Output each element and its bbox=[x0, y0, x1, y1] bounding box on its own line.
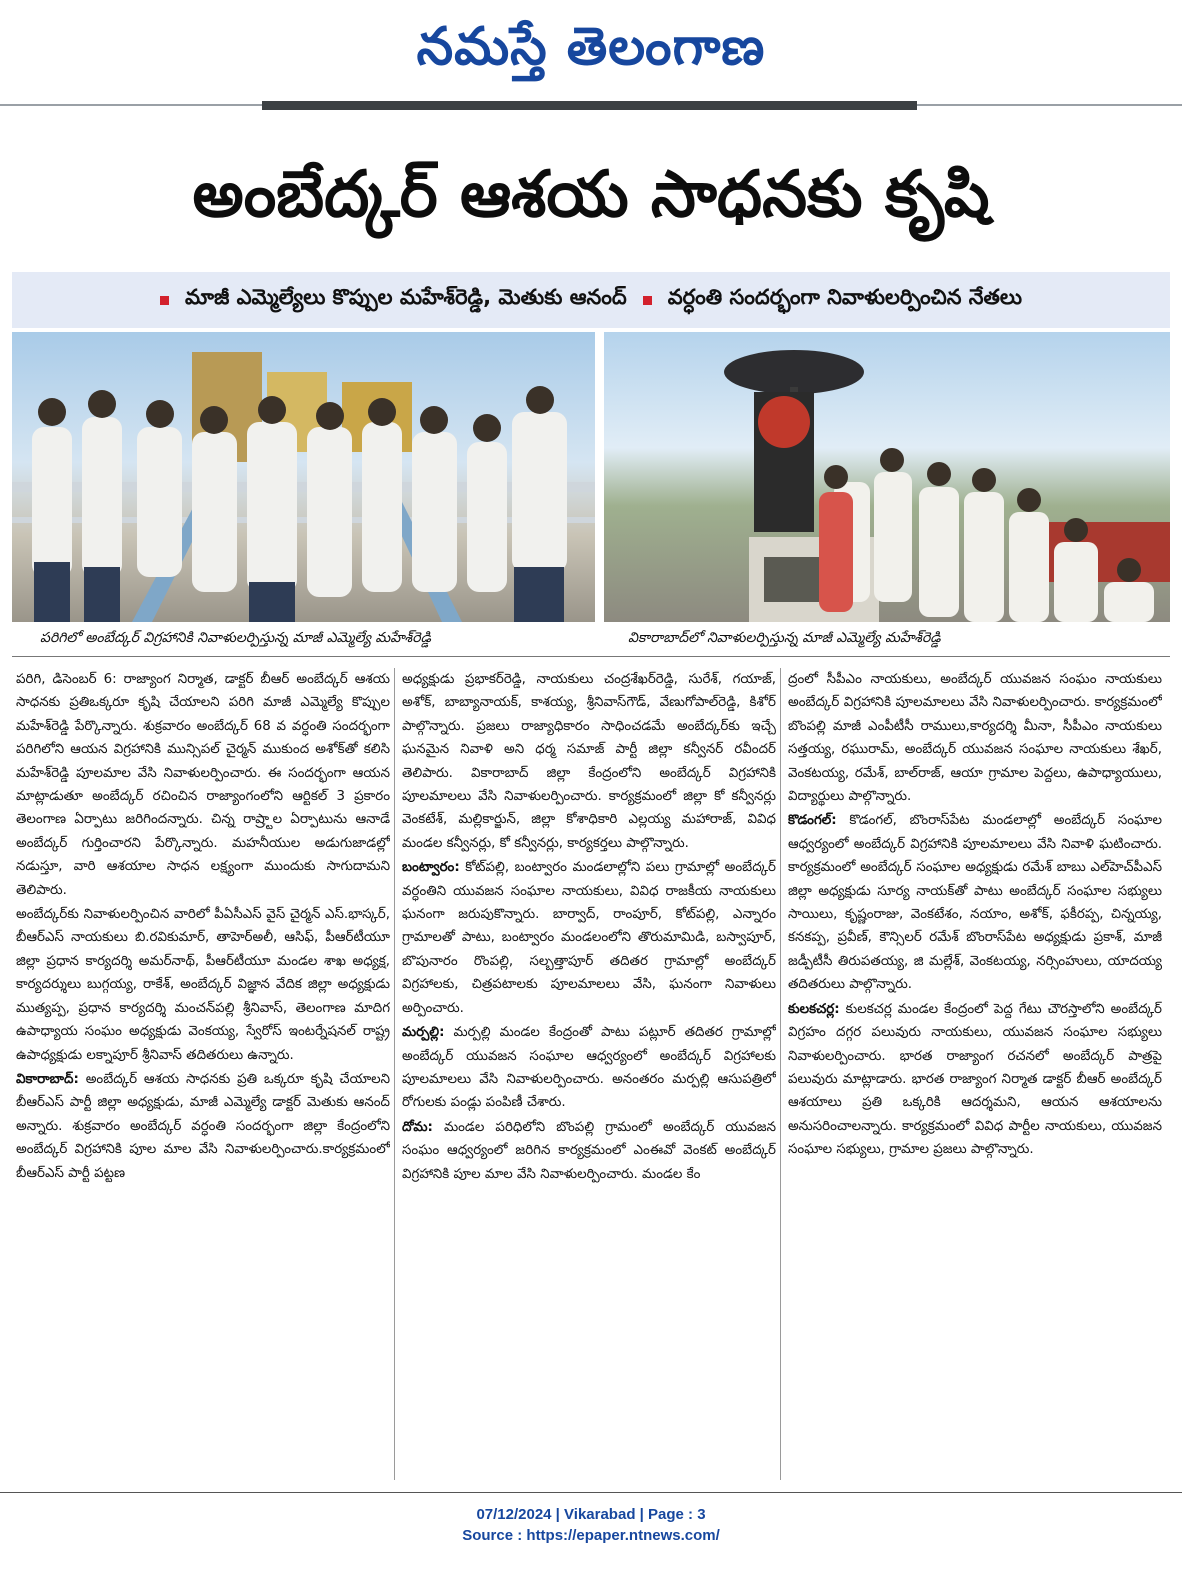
column-divider bbox=[780, 668, 781, 1480]
photo-vikarabad-tribute bbox=[604, 332, 1170, 622]
article-column-3 bbox=[788, 668, 1162, 1480]
paragraph: మర్పల్లి: మర్పల్లి మండల కేంద్రంతో పాటు పట్లూర్‌ తదితర గ్రామాల్లో అంబేద్కర్‌ యువజన సంఘాల ఆధ్వర్యంలో అంబేద్కర్‌ విగ్రహాలకు పూలమాలలు వేసి నివాళులర్పించారు. అనంతరం మర్పల్లి ఆసుపత్రిలో రోగులకు పండ్లు పంపిణీ చేశారు. bbox=[402, 1025, 776, 1111]
photo-parigi-tribute bbox=[12, 332, 595, 622]
masthead-divider-thick bbox=[262, 101, 917, 110]
red-bullet-icon bbox=[160, 296, 169, 305]
paragraph: కొడంగల్‌: కొడంగల్‌, బొంరాస్‌పేట మండలాల్లో అంబేద్కర్‌ సంఘాల ఆధ్వర్యంలో అంబేద్కర్‌ విగ్రహానికి పూలమాలలు వేసి నివాళి ఘటించారు. కార్యక్రమంలో అంబేద్కర్‌ సంఘాల అధ్యక్షుడు రమేశ్‌ బాబు ఎల్‌హెచ్‌పీఎస్‌ జిల్లా అధ్యక్షుడు సూర్య నాయక్‌తో పాటు అంబేద్కర్‌ సంఘాల సభ్యులు సాయిలు, కృష్ణంరాజు, వెంకటేశం, నయాం, అశోక్‌, ఫకీరప్ప, చిన్నయ్య, కనకప్ప, ప్రవీణ్‌, కౌన్సిలర్‌ రమేశ్‌ బొంరాస్‌పేట అధ్యక్షుడు ప్రకాశ్‌, మాజీ జడ్పీటీసీ తిరుపతయ్య, జి మల్లేశ్‌, వెంకటయ్య, నర్సింహులు, యాదయ్య తదితరులు పాల్గొన్నారు. bbox=[788, 813, 1162, 993]
paragraph: అంబేద్కర్‌కు నివాళులర్పించిన వారిలో పీఏసీఎస్‌ వైస్‌ చైర్మన్‌ ఎస్‌.భాస్కర్‌, బీఆర్‌ఎస్‌ నాయకులు బి.రవికుమార్‌, తాహెర్‌అలీ, ఆసిఫ్‌, పీఆర్‌టీయూ జిల్లా ప్రధాన కార్యదర్శి అమర్‌నాథ్‌, పీఆర్‌టీయూ మండల శాఖ అధ్యక్ష, కార్యదర్శులు బుగ్గయ్య, రాకేశ్‌, అంబేద్కర్‌ విజ్ఞాన వేదిక జిల్లా అధ్యక్షుడు ముత్యప్ప, ప్రధాన కార్యదర్శి మంచన్‌పల్లి శ్రీనివాస్‌, తెలంగాణ మాదిగ ఉపాధ్యాయ సంఘం అధ్యక్షుడు వెంకయ్య, స్వేరోస్‌ ఇంటర్నేషనల్‌ రాష్ట్ర ఉపాధ్యక్షుడు లక్నాపూర్‌ శ్రీనివాస్‌ తదితరులు ఉన్నారు. bbox=[16, 907, 390, 1063]
footer bbox=[0, 1504, 1182, 1546]
masthead bbox=[0, 0, 1182, 100]
masthead-divider bbox=[0, 100, 1182, 112]
red-bullet-icon bbox=[643, 296, 652, 305]
photo-caption-left: పరిగిలో అంబేద్కర్‌ విగ్రహానికి నివాళులర్పిస్తున్న మాజీ ఎమ్మెల్యే మహేశ్‌రెడ్డి bbox=[40, 630, 431, 646]
footer-edition-info: 07/12/2024 | Vikarabad | Page : 3 bbox=[476, 1506, 706, 1523]
newspaper-logo: నమస్తే తెలంగాణ bbox=[416, 16, 766, 77]
article-column-2 bbox=[402, 668, 776, 1480]
subheadline-2: వర్ధంతి సందర్భంగా నివాళులర్పించిన నేతలు bbox=[667, 285, 1022, 309]
paragraph: కులకచర్ల: కులకచర్ల మండల కేంద్రంలో పెద్ద గేటు చౌరస్తాలోని అంబేద్కర్‌ విగ్రహం దగ్గర పలువురు నాయకులు, యువజన సంఘాల సభ్యులు నివాళులర్పించారు. భారత రాజ్యాంగ రచనలో అంబేద్కర్‌ పాత్రపై పలువురు మాట్లాడారు. భారత రాజ్యాంగ నిర్మాత డాక్టర్‌ బీఆర్‌ అంబేద్కర్‌ ఆశయాలు ప్రతి ఒక్కరికి ఆదర్శమని, ఆయన ఆశయాలను అనుసరించాలన్నారు. కార్యక్రమంలో వివిధ పార్టీల నాయకులు, యువజన సంఘాల సభ్యులు, గ్రామాల ప్రజలు పాల్గొన్నారు. bbox=[788, 1001, 1162, 1158]
caption-divider bbox=[12, 656, 1170, 657]
paragraph: పరిగి, డిసెంబర్‌ 6: రాజ్యాంగ నిర్మాత, డాక్టర్‌ బీఆర్‌ అంబేద్కర్‌ ఆశయ సాధనకు ప్రతిఒక్కరూ కృషి చేయాలని పరిగి మాజీ ఎమ్మెల్యే కొప్పుల మహేశ్‌రెడ్డి పేర్కొన్నారు. శుక్రవారం అంబేద్కర్‌ 68 వ వర్ధంతి సందర్భంగా పరిగిలోని ఆయన విగ్రహానికి మున్సిపల్‌ చైర్మన్‌ ముకుంద అశోక్‌తో కలిసి మహేశ్‌రెడ్డి పూలమాల వేసి నివాళులర్పించారు. ఈ సందర్భంగా ఆయన మాట్లాడుతూ అంబేద్కర్‌ రచించిన రాజ్యాంగంలోని ఆర్టికల్‌ 3 ప్రకారం తెలంగాణ ఏర్పాటు జరిగిందన్నారు. చిన్న రాష్ర్టాల ఏర్పాటును ఆనాడే అంబేద్కర్‌ గుర్తించారని పేర్కొన్నారు. మహనీయుల అడుగుజాడల్లో నడుస్తూ, వారి ఆశయాల సాధన లక్ష్యంగా ముందుకు సాగుదామని తెలిపారు. bbox=[16, 672, 390, 898]
footer-divider bbox=[0, 1492, 1182, 1493]
photo-caption-right: వికారాబాద్‌లో నివాళులర్పిస్తున్న మాజీ ఎమ్మెల్యే మహేశ్‌రెడ్డి bbox=[628, 630, 941, 646]
subheadline-1: మాజీ ఎమ్మెల్యేలు కొప్పుల మహేశ్‌రెడ్డి, మెతుకు ఆనంద్‌ bbox=[184, 285, 627, 309]
article-headline: అంబేద్కర్‌ ఆశయ సాధనకు కృషి bbox=[192, 158, 990, 232]
footer-source-link[interactable]: Source : https://epaper.ntnews.com/ bbox=[462, 1527, 720, 1544]
paragraph: బంట్వారం: కోట్‌పల్లి, బంట్వారం మండలాల్లోని పలు గ్రామాల్లో అంబేద్కర్‌ వర్ధంతిని యువజన సంఘాల నాయకులు, వివిధ రాజకీయ నాయకులు ఘనంగా జరుపుకొన్నారు. బార్వాద్‌, రాంపూర్‌, కోట్‌పల్లి, ఎన్నారం గ్రామాలతో పాటు, బంట్వారం మండలంలోని తొరుమామిడి, బస్వాపూర్‌, బొపునారం రొంపల్లి, సల్బత్తాపూర్‌ తదితర గ్రామాల్లో అంబేద్కర్‌ విగ్రహాలకు, చిత్రపటాలకు పూలమాలలు వేసి, ఘనంగా నివాళులు అర్పించారు. bbox=[402, 860, 776, 1016]
paragraph: దోమ: మండల పరిధిలోని బొంపల్లి గ్రామంలో అంబేద్కర్‌ యువజన సంఘం ఆధ్వర్యంలో జరిగిన కార్యక్రమంలో ఎంఈవో వెంకట్‌ అంబేద్కర్‌ విగ్రహానికి పూల మాల వేసి నివాళులర్పించారు. మండల కేం bbox=[402, 1119, 776, 1182]
article-column-1 bbox=[16, 668, 390, 1480]
column-divider bbox=[394, 668, 395, 1480]
subheadline-bar bbox=[12, 272, 1170, 328]
paragraph: అధ్యక్షుడు ప్రభాకర్‌రెడ్డి, నాయకులు చంద్రశేఖర్‌రెడ్డి, సురేశ్‌, గయాజ్‌, అశోక్‌, బాబ్యానాయక్‌, కాశయ్య, శ్రీనివాస్‌గౌడ్‌, వేణుగోపాల్‌రెడ్డి, కిశోర్‌ పాల్గొన్నారు. ప్రజలు రాజ్యాధికారం సాధించడమే అంబేద్కర్‌కు ఇచ్చే ఘనమైన నివాళి అని ధర్మ సమాజ్‌ పార్టీ జిల్లా కన్వీనర్‌ రవీందర్‌ తెలిపారు. వికారాబాద్‌ జిల్లా కేంద్రంలోని అంబేద్కర్‌ విగ్రహానికి పూలమాలలు వేసి నివాళులర్పించారు. కార్యక్రమంలో జిల్లా కో కన్వీనర్లు వెంకటేశ్‌, మల్లికార్జున్‌, జిల్లా కోశాధికారి ఎల్లయ్య మహారాజ్‌, వివిధ మండల కన్వీనర్లు, కో కన్వీనర్లు, కార్యకర్తలు పాల్గొన్నారు. bbox=[402, 672, 776, 851]
paragraph: వికారాబాద్‌: అంబేద్కర్‌ ఆశయ సాధనకు ప్రతి ఒక్కరూ కృషి చేయాలని బీఆర్‌ఎస్‌ పార్టీ జిల్లా అధ్యక్షుడు, మాజీ ఎమ్మెల్యే డాక్టర్‌ మెతుకు ఆనంద్‌ అన్నారు. శుక్రవారం అంబేద్కర్‌ వర్ధంతి సందర్భంగా జిల్లా కేంద్రంలోని అంబేద్కర్‌ విగ్రహానికి పూల మాల వేసి నివాళులర్పించారు.కార్యక్రమంలో బీఆర్‌ఎస్‌ పార్టీ పట్టణ bbox=[16, 1071, 390, 1181]
paragraph: ద్రంలో సీపీఎం నాయకులు, అంబేద్కర్‌ యువజన సంఘం నాయకులు అంబేద్కర్‌ విగ్రహానికి పూలమాలలు వేసి నివాళులర్పించారు. కార్యక్రమంలో బొంపల్లి మాజీ ఎంపీటీసీ రాములు,కార్యదర్శి మీనా, సీపీఎం నాయకులు సత్తయ్య, రఘురామ్‌, అంబేద్కర్‌ యువజన సంఘాల నాయకులు శేఖర్‌, వెంకటయ్య, రమేశ్‌, బాల్‌రాజ్‌, ఆయా గ్రామాల పెద్దలు, ఉపాధ్యాయులు, విద్యార్థులు పాల్గొన్నారు. bbox=[788, 672, 1162, 805]
